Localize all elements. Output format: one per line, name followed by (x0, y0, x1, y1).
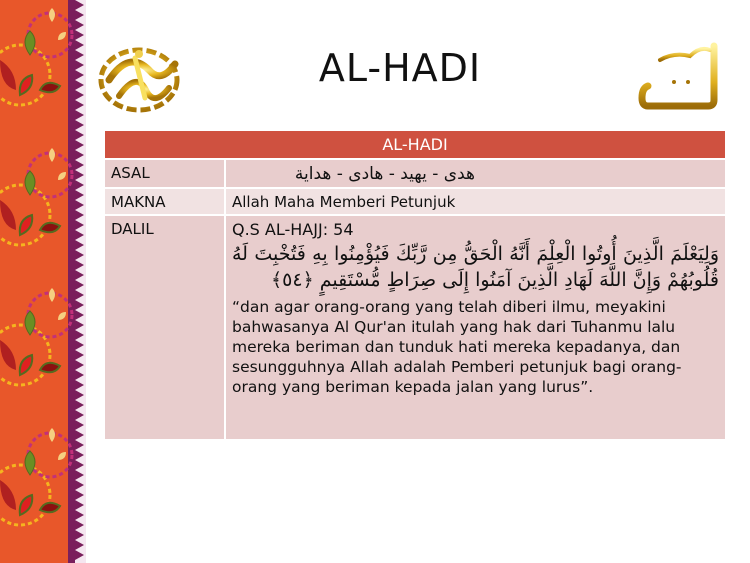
ornamental-border (0, 0, 86, 563)
asal-arabic-value: هدى - يهيد - هادى - هداية (225, 159, 725, 188)
allah-calligraphy-icon (630, 38, 726, 114)
row-label-dalil: DALIL (105, 215, 225, 439)
table-row-dalil (105, 215, 725, 439)
table-row-makna (105, 188, 725, 215)
quran-verse-arabic: وَلِيَعْلَمَ الَّذِينَ أُوتُوا الْعِلْمَ أَنَّهُ الْحَقُّ مِن رَّبِّكَ فَيُؤْمِنُوا بِهِ فَتُخْبِتَ لَهُ قُلُوبُهُمْ وَإِنَّ اللَّهَ لَهَادِ الَّذِينَ آمَنُوا إِلَى صِرَاطٍ مُّسْتَقِيمٍ ﴿٥٤﴾ (232, 243, 719, 291)
row-label-asal: ASAL (105, 159, 225, 188)
muhammad-calligraphy-icon (95, 40, 183, 116)
paisley-border-icon (0, 0, 86, 563)
row-label-makna: MAKNA (105, 188, 225, 215)
makna-value: Allah Maha Memberi Petunjuk (225, 188, 725, 215)
slide-title: AL-HADI (318, 46, 482, 90)
dalil-reference: Q.S AL-HAJJ: 54 (232, 220, 354, 239)
dalil-value (225, 215, 725, 439)
verse-translation: “dan agar orang-orang yang telah diberi ilmu, meyakini bahwasanya Al Qur'an itulah yang hak dari Tuhanmu lalu mereka beriman dan tunduk hati mereka kepadanya, dan sesungguhnya Allah adalah Pemberi petunjuk bagi orang-orang yang beriman kepada jalan yang lurus”. (232, 298, 682, 396)
table-header: AL-HADI (105, 131, 725, 159)
asmaul-husna-table (105, 131, 725, 439)
table-row-asal (105, 159, 725, 188)
